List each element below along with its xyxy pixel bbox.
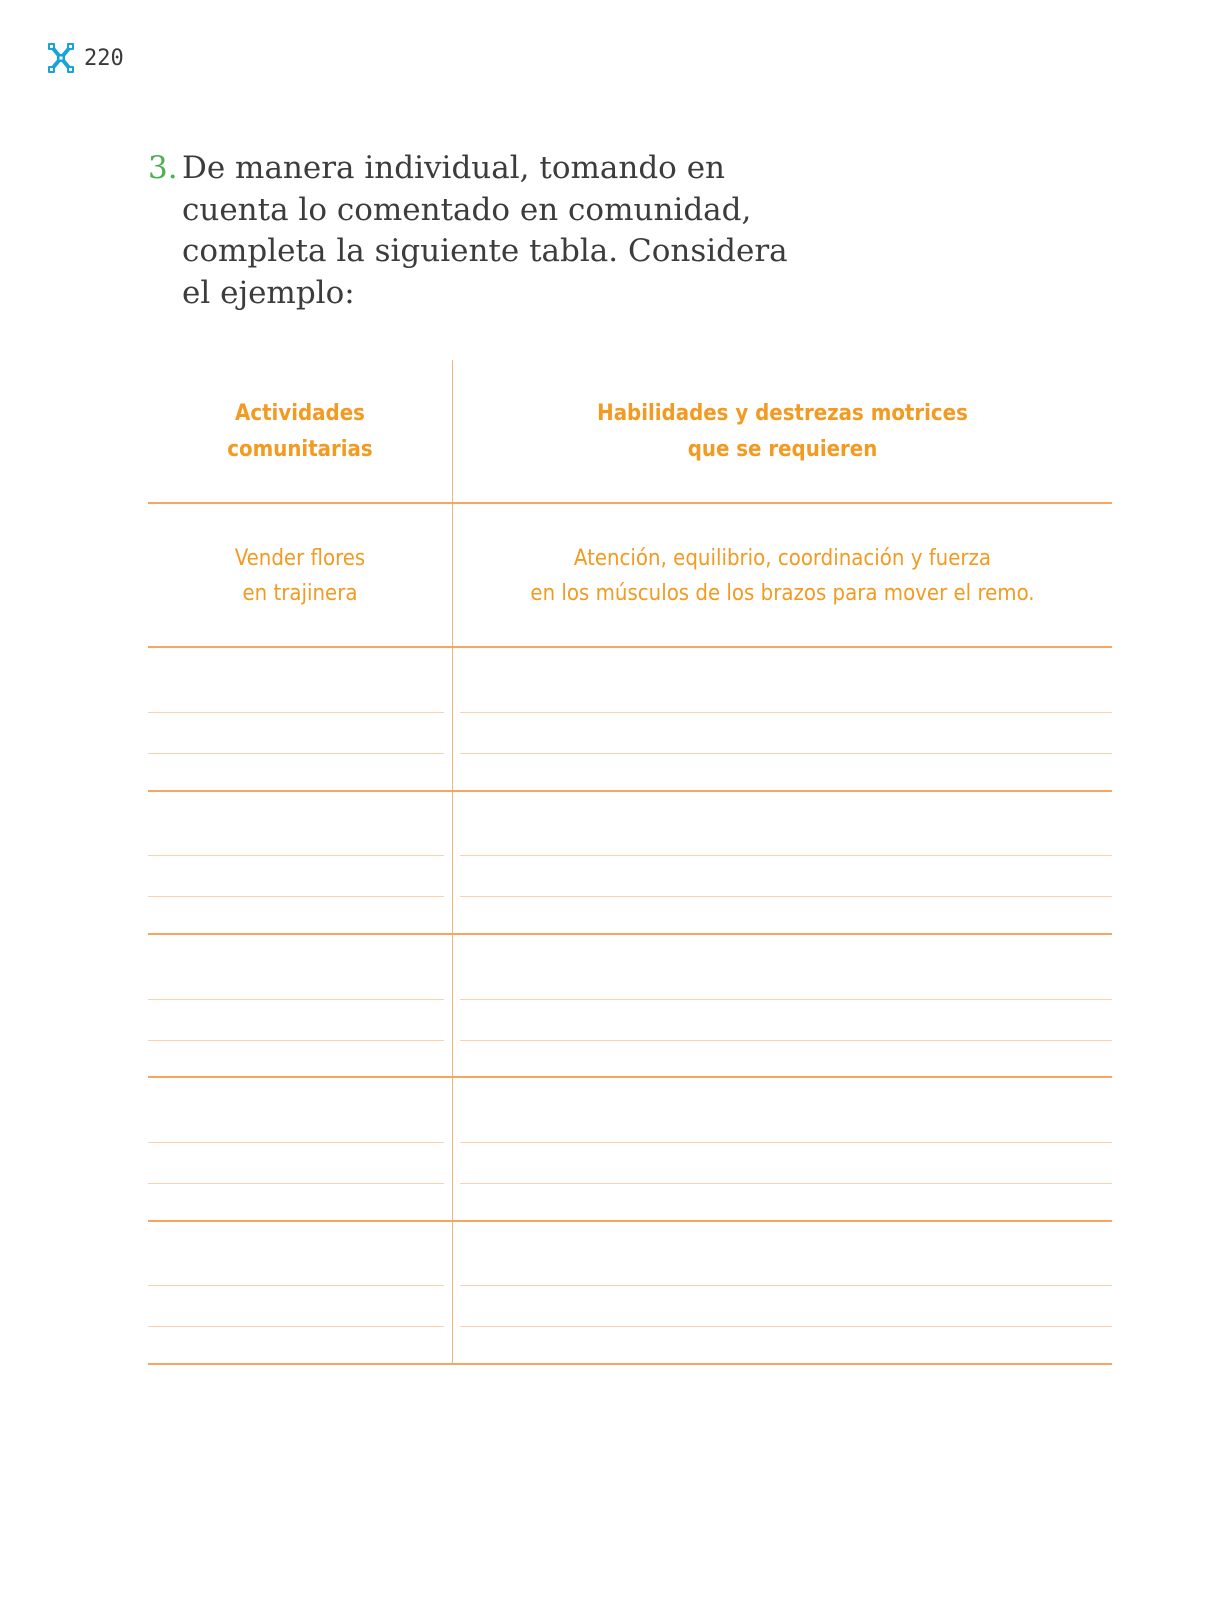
skills-table — [148, 360, 1112, 1365]
example-activity-line-2: en trajinera — [242, 581, 358, 606]
page-number: 220 — [84, 45, 124, 71]
table-rule — [148, 1220, 1112, 1222]
table-rule — [148, 790, 1112, 792]
writing-line — [148, 753, 444, 754]
writing-line — [148, 1285, 444, 1286]
header-skills-line-2: que se requieren — [687, 437, 878, 462]
writing-line — [460, 855, 1112, 856]
writing-line — [460, 1183, 1112, 1184]
writing-line — [460, 896, 1112, 897]
example-activity-line-1: Vender flores — [234, 546, 366, 571]
page-header — [46, 38, 124, 78]
table-rule — [148, 502, 1112, 504]
writing-line — [148, 999, 444, 1000]
table-rule — [148, 1363, 1112, 1365]
writing-line — [148, 1040, 444, 1041]
example-skills-line-1: Atención, equilibrio, coordinación y fuerza — [573, 546, 992, 571]
header-skills-line-1: Habilidades y destrezas motrices — [597, 401, 968, 426]
example-skills — [453, 524, 1112, 628]
writing-line — [148, 896, 444, 897]
writing-line — [460, 1142, 1112, 1143]
writing-line — [148, 712, 444, 713]
writing-line — [148, 1326, 444, 1327]
writing-line — [460, 1040, 1112, 1041]
example-skills-line-2: en los músculos de los brazos para mover el remo. — [530, 581, 1035, 606]
header-activities-line-1: Actividades — [235, 401, 365, 426]
writing-line — [460, 999, 1112, 1000]
instruction-number: 3. — [148, 150, 178, 186]
header-activities-line-2: comunitarias — [227, 437, 373, 462]
table-rule — [148, 1076, 1112, 1078]
instruction-text: De manera individual, tomando en cuenta lo comentado en comunidad, completa la siguiente tabla. Considera el ejemplo: — [182, 150, 788, 311]
writing-line — [460, 753, 1112, 754]
writing-line — [460, 1285, 1112, 1286]
header-skills — [453, 380, 1112, 484]
writing-line — [148, 1142, 444, 1143]
writing-line — [460, 1326, 1112, 1327]
instruction — [148, 148, 788, 314]
header-activities — [148, 380, 452, 484]
example-activity — [148, 524, 452, 628]
table-rule — [148, 646, 1112, 648]
writing-line — [148, 1183, 444, 1184]
writing-line — [460, 712, 1112, 713]
writing-line — [148, 855, 444, 856]
table-rule — [148, 933, 1112, 935]
column-divider — [452, 360, 453, 1365]
teal-cross-logo-icon — [46, 41, 76, 75]
